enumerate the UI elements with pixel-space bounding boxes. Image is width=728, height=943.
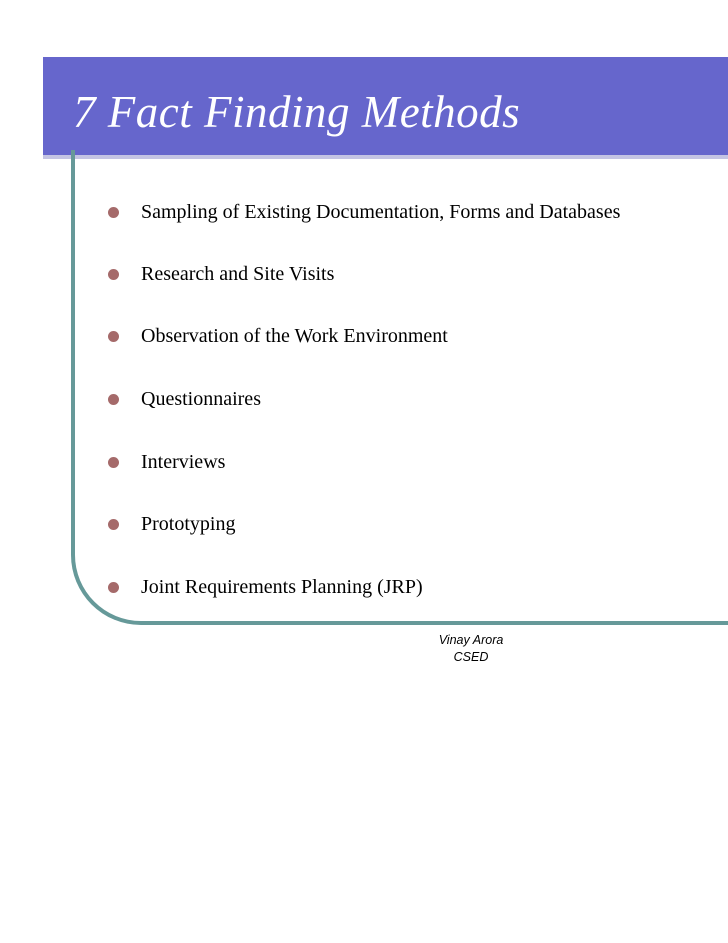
- bullet-text: Sampling of Existing Documentation, Forms and Databases: [141, 201, 621, 223]
- bullet-dot-icon: [108, 269, 119, 280]
- bullet-text: Joint Requirements Planning (JRP): [141, 576, 423, 598]
- bullet-dot-icon: [108, 582, 119, 593]
- bullet-dot-icon: [108, 394, 119, 405]
- bullet-dot-icon: [108, 519, 119, 530]
- slide-footer: [415, 632, 527, 666]
- footer-author: Vinay Arora: [438, 633, 504, 647]
- bullet-dot-icon: [108, 207, 119, 218]
- footer-department: CSED: [453, 650, 489, 664]
- bullet-text: Questionnaires: [141, 388, 261, 410]
- bullet-dot-icon: [108, 331, 119, 342]
- slide-title: 7 Fact Finding Methods: [73, 87, 521, 137]
- bullet-text: Research and Site Visits: [141, 263, 335, 285]
- bullet-text: Prototyping: [141, 513, 236, 535]
- bullet-text: Interviews: [141, 451, 226, 473]
- bullet-dot-icon: [108, 457, 119, 468]
- bullet-text: Observation of the Work Environment: [141, 325, 448, 347]
